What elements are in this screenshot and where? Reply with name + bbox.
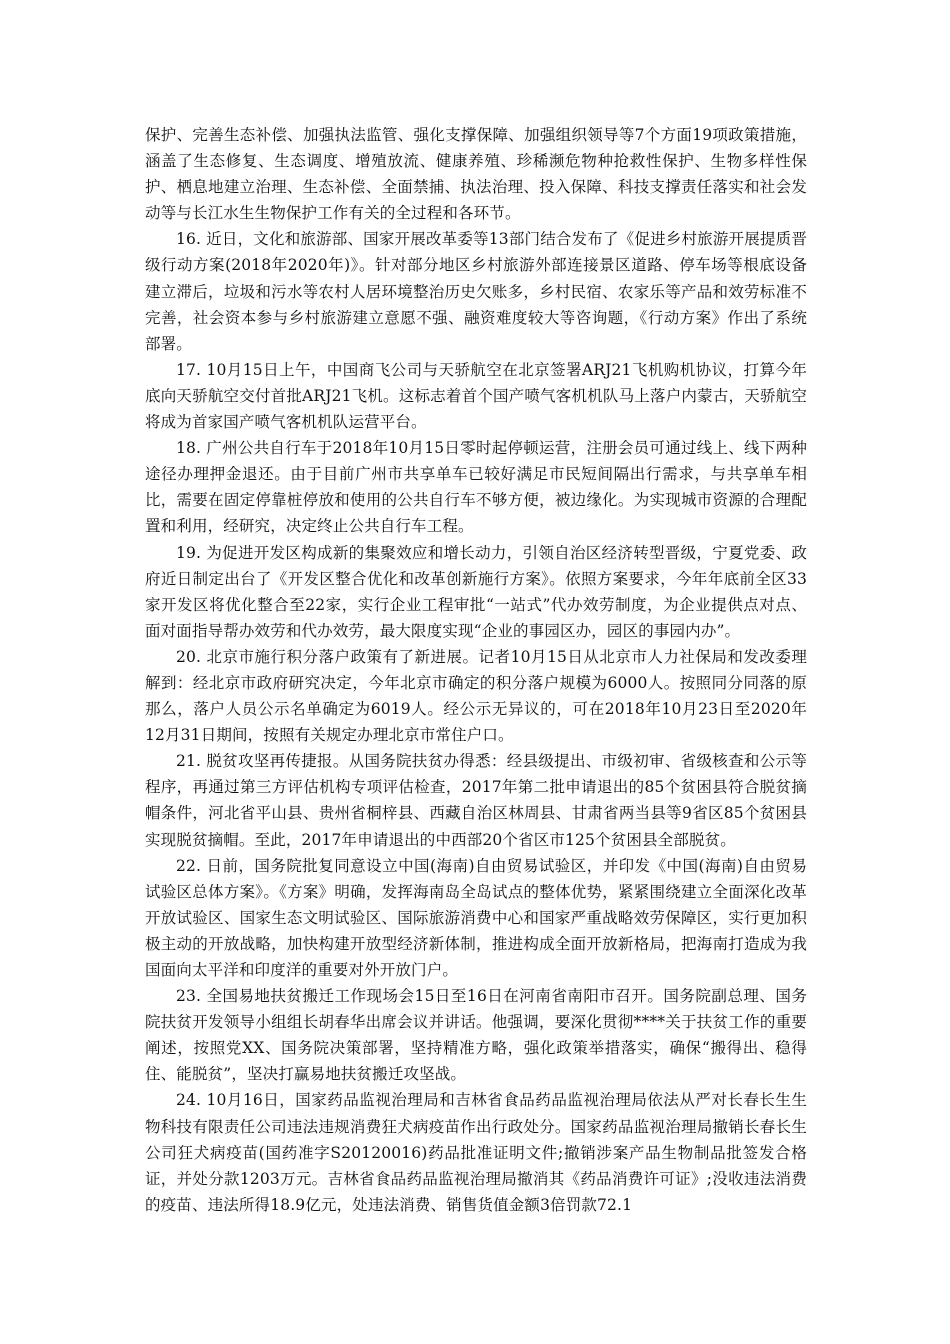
paragraph-16: 16. 近日，文化和旅游部、国家开展改革委等13部门结合发布了《促进乡村旅游开展提质晋级行动方案(2018年2020年)》。针对部分地区乡村旅游外部连接景区道路、停车场等根底设备建立滞后，垃圾和污水等农村人居环境整治历史欠账多，乡村民宿、农家乐等产品和效劳标准不完善，社会资本参与乡村旅游建立意愿不强、融资难度较大等咨询题，《行动方案》作出了系统部署。: [145, 230, 807, 353]
paragraph-19: 19. 为促进开发区构成新的集聚效应和增长动力，引领自治区经济转型晋级，宁夏党委、政府近日制定出台了《开发区整合优化和改革创新施行方案》。依照方案要求，今年年底前全区33家开发区将优化整合至22家，实行企业工程审批“一站式”代办效劳制度，为企业提供点对点、面对面指导帮办效劳和代办效劳，最大限度实现“企业的事园区办，园区的事园内办”。: [145, 543, 807, 640]
paragraph-23: 23. 全国易地扶贫搬迁工作现场会15日至16日在河南省南阳市召开。国务院副总理、国务院扶贫开发领导小组组长胡春华出席会议并讲话。他强调，要深化贯彻****关于扶贫工作的重要阐述，按照党XX、国务院决策部署，坚持精准方略，强化政策举措落实，确保“搬得出、稳得住、能脱贫”，坚决打赢易地扶贫搬迁攻坚战。: [145, 987, 807, 1084]
paragraph-22: 22. 日前，国务院批复同意设立中国(海南)自由贸易试验区，并印发《中国(海南)自由贸易试验区总体方案》。《方案》明确，发挥海南岛全岛试点的整体优势，紧紧围绕建立全面深化改革开放试验区、国家生态文明试验区、国际旅游消费中心和国家严重战略效劳保障区，实行更加积极主动的开放战略，加快构建开放型经济新体制，推进构成全面开放新格局，把海南打造成为我国面向太平洋和印度洋的重要对外开放门户。: [145, 856, 807, 979]
paragraph-15-continued: 保护、完善生态补偿、加强执法监管、强化支撑保障、加强组织领导等7个方面19项政策措施，涵盖了生态修复、生态调度、增殖放流、健康养殖、珍稀濒危物种抢救性保护、生物多样性保护、栖息地建立治理、生态补偿、全面禁捕、执法治理、投入保障、科技支撑责任落实和社会发动等与长江水生生物保护工作有关的全过程和各环节。: [145, 126, 807, 223]
paragraph-21: 21. 脱贫攻坚再传捷报。从国务院扶贫办得悉：经县级提出、市级初审、省级核查和公示等程序，再通过第三方评估机构专项评估检查，2017年第二批申请退出的85个贫困县符合脱贫摘帽条件，河北省平山县、贵州省桐梓县、西藏自治区林周县、甘肃省两当县等9省区85个贫困县实现脱贫摘帽。至此，2017年申请退出的中西部20个省区市125个贫困县全部脱贫。: [145, 752, 807, 849]
paragraph-20: 20. 北京市施行积分落户政策有了新进展。记者10月15日从北京市人力社保局和发改委理解到：经北京市政府研究决定，今年北京市确定的积分落户规模为6000人。按照同分同落的原那么，落户人员公示名单确定为6019人。经公示无异议的，可在2018年10月23日至2020年12月31日期间，按照有关规定办理北京市常住户口。: [145, 647, 807, 745]
paragraph-17: 17. 10月15日上午，中国商飞公司与天骄航空在北京签署ARJ21飞机购机协议，打算今年底向天骄航空交付首批ARJ21飞机。这标志着首个国产喷气客机机队马上落户内蒙古，天骄航空将成为首家国产喷气客机机队运营平台。: [145, 360, 807, 432]
document-page: [145, 122, 807, 1218]
paragraph-24: 24. 10月16日，国家药品监视治理局和吉林省食品药品监视治理局依法从严对长春长生生物科技有限责任公司违法违规消费狂犬病疫苗作出行政处分。国家药品监视治理局撤销长春长生公司狂犬病疫苗(国药准字S20120016)药品批准证明文件;撤销涉案产品生物制品批签发合格证，并处分款1203万元。吉林省食品药品监视治理局撤消其《药品消费许可证》;没收违法消费的疫苗、违法所得18.9亿元，处违法消费、销售货值金额3倍罚款72.1: [145, 1091, 807, 1214]
paragraph-18: 18. 广州公共自行车于2018年10月15日零时起停顿运营，注册会员可通过线上、线下两种途径办理押金退还。由于目前广州市共享单车已较好满足市民短间隔出行需求，与共享单车相比，需要在固定停靠桩停放和使用的公共自行车不够方便，被边缘化。为实现城市资源的合理配置和利用，经研究，决定终止公共自行车工程。: [145, 439, 807, 536]
